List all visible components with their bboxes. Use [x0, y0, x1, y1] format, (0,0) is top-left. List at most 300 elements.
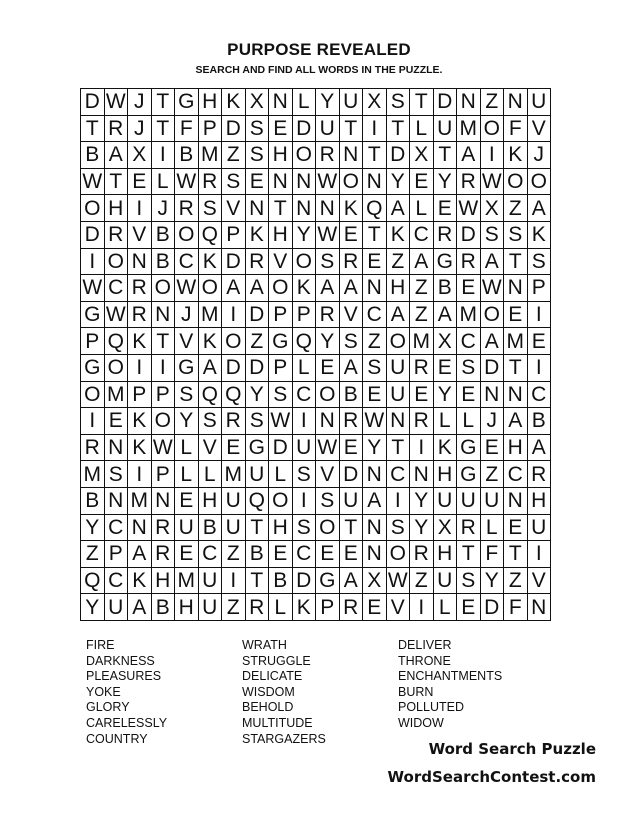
grid-cell[interactable]: J	[128, 89, 152, 116]
grid-cell[interactable]: A	[128, 594, 152, 621]
grid-cell[interactable]: R	[457, 249, 481, 276]
grid-cell[interactable]: U	[434, 116, 458, 143]
grid-cell[interactable]: L	[410, 195, 434, 222]
grid-cell[interactable]: L	[199, 461, 223, 488]
grid-cell[interactable]: Y	[434, 169, 458, 196]
grid-cell[interactable]: R	[457, 515, 481, 542]
grid-cell[interactable]: O	[504, 169, 528, 196]
grid-cell[interactable]: L	[457, 408, 481, 435]
grid-cell[interactable]: P	[293, 302, 317, 329]
grid-cell[interactable]: L	[175, 461, 199, 488]
grid-cell[interactable]: K	[293, 594, 317, 621]
grid-cell[interactable]: C	[175, 249, 199, 276]
grid-cell[interactable]: N	[316, 195, 340, 222]
grid-cell[interactable]: B	[434, 275, 458, 302]
grid-cell[interactable]: X	[434, 328, 458, 355]
grid-cell[interactable]: N	[128, 515, 152, 542]
grid-cell[interactable]: K	[504, 142, 528, 169]
grid-cell[interactable]: Y	[387, 169, 411, 196]
grid-cell[interactable]: N	[363, 515, 387, 542]
grid-cell[interactable]: I	[81, 249, 105, 276]
grid-cell[interactable]: Q	[246, 488, 270, 515]
grid-cell[interactable]: E	[175, 488, 199, 515]
grid-cell[interactable]: U	[434, 488, 458, 515]
grid-cell[interactable]: P	[152, 382, 176, 409]
grid-cell[interactable]: A	[222, 275, 246, 302]
grid-cell[interactable]: A	[528, 435, 552, 462]
grid-cell[interactable]: I	[81, 408, 105, 435]
grid-cell[interactable]: V	[128, 222, 152, 249]
grid-cell[interactable]: D	[457, 222, 481, 249]
grid-cell[interactable]: P	[105, 541, 129, 568]
grid-cell[interactable]: R	[105, 222, 129, 249]
grid-cell[interactable]: O	[269, 275, 293, 302]
grid-cell[interactable]: E	[457, 382, 481, 409]
grid-cell[interactable]: R	[128, 275, 152, 302]
grid-cell[interactable]: U	[387, 382, 411, 409]
grid-cell[interactable]: N	[481, 382, 505, 409]
grid-cell[interactable]: H	[105, 195, 129, 222]
grid-cell[interactable]: B	[340, 382, 364, 409]
grid-cell[interactable]: D	[434, 89, 458, 116]
grid-cell[interactable]: U	[199, 568, 223, 595]
grid-cell[interactable]: R	[246, 594, 270, 621]
grid-cell[interactable]: S	[481, 222, 505, 249]
grid-cell[interactable]: T	[340, 116, 364, 143]
grid-cell[interactable]: K	[387, 222, 411, 249]
grid-cell[interactable]: Q	[363, 195, 387, 222]
grid-cell[interactable]: W	[481, 275, 505, 302]
grid-cell[interactable]: X	[481, 195, 505, 222]
grid-cell[interactable]: K	[128, 568, 152, 595]
grid-cell[interactable]: D	[340, 461, 364, 488]
grid-cell[interactable]: Z	[410, 568, 434, 595]
grid-cell[interactable]: N	[152, 488, 176, 515]
grid-cell[interactable]: W	[481, 169, 505, 196]
grid-cell[interactable]: V	[222, 195, 246, 222]
grid-cell[interactable]: V	[269, 249, 293, 276]
grid-cell[interactable]: N	[316, 408, 340, 435]
grid-cell[interactable]: X	[363, 568, 387, 595]
grid-cell[interactable]: C	[105, 275, 129, 302]
grid-cell[interactable]: E	[363, 382, 387, 409]
grid-cell[interactable]: M	[410, 328, 434, 355]
grid-cell[interactable]: E	[457, 275, 481, 302]
grid-cell[interactable]: O	[105, 355, 129, 382]
grid-cell[interactable]: M	[128, 488, 152, 515]
grid-cell[interactable]: C	[387, 461, 411, 488]
grid-cell[interactable]: I	[152, 355, 176, 382]
grid-cell[interactable]: S	[222, 169, 246, 196]
grid-cell[interactable]: C	[410, 222, 434, 249]
grid-cell[interactable]: I	[222, 302, 246, 329]
grid-cell[interactable]: Y	[410, 515, 434, 542]
grid-cell[interactable]: H	[175, 594, 199, 621]
grid-cell[interactable]: A	[387, 302, 411, 329]
grid-cell[interactable]: H	[434, 541, 458, 568]
grid-cell[interactable]: V	[387, 594, 411, 621]
grid-cell[interactable]: O	[152, 275, 176, 302]
grid-cell[interactable]: N	[246, 195, 270, 222]
grid-cell[interactable]: P	[81, 328, 105, 355]
grid-cell[interactable]: J	[175, 302, 199, 329]
grid-cell[interactable]: V	[199, 435, 223, 462]
grid-cell[interactable]: L	[175, 435, 199, 462]
grid-cell[interactable]: G	[81, 302, 105, 329]
grid-cell[interactable]: V	[528, 116, 552, 143]
grid-cell[interactable]: U	[246, 461, 270, 488]
grid-cell[interactable]: U	[340, 488, 364, 515]
grid-cell[interactable]: X	[410, 142, 434, 169]
grid-cell[interactable]: S	[293, 515, 317, 542]
grid-cell[interactable]: W	[105, 302, 129, 329]
grid-cell[interactable]: H	[269, 515, 293, 542]
grid-cell[interactable]: S	[316, 249, 340, 276]
grid-cell[interactable]: O	[81, 195, 105, 222]
grid-cell[interactable]: L	[481, 515, 505, 542]
grid-cell[interactable]: D	[481, 355, 505, 382]
grid-cell[interactable]: R	[316, 142, 340, 169]
grid-cell[interactable]: E	[528, 328, 552, 355]
grid-cell[interactable]: Z	[246, 328, 270, 355]
grid-cell[interactable]: O	[175, 222, 199, 249]
grid-cell[interactable]: R	[340, 594, 364, 621]
grid-cell[interactable]: S	[316, 488, 340, 515]
grid-cell[interactable]: I	[363, 116, 387, 143]
grid-cell[interactable]: C	[199, 541, 223, 568]
grid-cell[interactable]: L	[269, 461, 293, 488]
grid-cell[interactable]: O	[81, 382, 105, 409]
grid-cell[interactable]: F	[504, 594, 528, 621]
grid-cell[interactable]: U	[222, 515, 246, 542]
grid-cell[interactable]: T	[269, 195, 293, 222]
grid-cell[interactable]: T	[363, 142, 387, 169]
grid-cell[interactable]: M	[81, 461, 105, 488]
grid-cell[interactable]: A	[316, 275, 340, 302]
grid-cell[interactable]: P	[128, 382, 152, 409]
grid-cell[interactable]: J	[528, 142, 552, 169]
grid-cell[interactable]: Z	[410, 302, 434, 329]
grid-cell[interactable]: M	[199, 302, 223, 329]
grid-cell[interactable]: B	[175, 142, 199, 169]
grid-cell[interactable]: T	[504, 541, 528, 568]
grid-cell[interactable]: W	[81, 275, 105, 302]
grid-cell[interactable]: E	[481, 435, 505, 462]
grid-cell[interactable]: Z	[410, 275, 434, 302]
grid-cell[interactable]: B	[152, 594, 176, 621]
grid-cell[interactable]: R	[340, 408, 364, 435]
grid-cell[interactable]: T	[152, 328, 176, 355]
grid-cell[interactable]: C	[293, 382, 317, 409]
grid-cell[interactable]: T	[152, 89, 176, 116]
grid-cell[interactable]: S	[387, 515, 411, 542]
grid-cell[interactable]: Y	[175, 408, 199, 435]
grid-cell[interactable]: Y	[363, 435, 387, 462]
grid-cell[interactable]: Z	[387, 249, 411, 276]
grid-cell[interactable]: C	[105, 515, 129, 542]
grid-cell[interactable]: O	[222, 328, 246, 355]
grid-cell[interactable]: K	[340, 195, 364, 222]
grid-cell[interactable]: K	[246, 222, 270, 249]
grid-cell[interactable]: S	[340, 328, 364, 355]
grid-cell[interactable]: T	[504, 249, 528, 276]
grid-cell[interactable]: O	[528, 169, 552, 196]
grid-cell[interactable]: E	[434, 355, 458, 382]
grid-cell[interactable]: Y	[481, 568, 505, 595]
grid-cell[interactable]: Z	[222, 594, 246, 621]
grid-cell[interactable]: B	[81, 488, 105, 515]
grid-cell[interactable]: S	[457, 355, 481, 382]
grid-cell[interactable]: M	[504, 328, 528, 355]
grid-cell[interactable]: M	[105, 382, 129, 409]
grid-cell[interactable]: I	[410, 435, 434, 462]
grid-cell[interactable]: U	[105, 594, 129, 621]
grid-cell[interactable]: H	[199, 488, 223, 515]
grid-cell[interactable]: N	[363, 461, 387, 488]
grid-cell[interactable]: K	[128, 408, 152, 435]
grid-cell[interactable]: F	[481, 541, 505, 568]
grid-cell[interactable]: R	[105, 116, 129, 143]
grid-cell[interactable]: R	[316, 302, 340, 329]
grid-cell[interactable]: P	[269, 302, 293, 329]
grid-cell[interactable]: E	[340, 222, 364, 249]
grid-cell[interactable]: K	[434, 435, 458, 462]
grid-cell[interactable]: T	[246, 568, 270, 595]
grid-cell[interactable]: N	[504, 382, 528, 409]
grid-cell[interactable]: R	[457, 169, 481, 196]
grid-cell[interactable]: I	[293, 488, 317, 515]
grid-cell[interactable]: I	[293, 408, 317, 435]
grid-cell[interactable]: K	[528, 222, 552, 249]
grid-cell[interactable]: U	[199, 594, 223, 621]
grid-cell[interactable]: O	[269, 488, 293, 515]
grid-cell[interactable]: A	[457, 142, 481, 169]
grid-cell[interactable]: E	[269, 541, 293, 568]
grid-cell[interactable]: W	[316, 435, 340, 462]
grid-cell[interactable]: A	[340, 355, 364, 382]
grid-cell[interactable]: W	[175, 169, 199, 196]
grid-cell[interactable]: T	[434, 142, 458, 169]
grid-cell[interactable]: V	[175, 328, 199, 355]
grid-cell[interactable]: Z	[481, 461, 505, 488]
grid-cell[interactable]: A	[363, 488, 387, 515]
grid-cell[interactable]: N	[269, 89, 293, 116]
grid-cell[interactable]: A	[340, 568, 364, 595]
grid-cell[interactable]: N	[340, 142, 364, 169]
grid-cell[interactable]: E	[222, 435, 246, 462]
grid-cell[interactable]: Q	[105, 328, 129, 355]
grid-cell[interactable]: E	[340, 435, 364, 462]
grid-cell[interactable]: S	[199, 408, 223, 435]
grid-cell[interactable]: R	[152, 541, 176, 568]
grid-cell[interactable]: T	[105, 169, 129, 196]
grid-cell[interactable]: N	[152, 302, 176, 329]
grid-cell[interactable]: N	[457, 89, 481, 116]
grid-cell[interactable]: O	[293, 142, 317, 169]
grid-cell[interactable]: U	[293, 435, 317, 462]
grid-cell[interactable]: A	[410, 249, 434, 276]
grid-cell[interactable]: U	[434, 568, 458, 595]
grid-cell[interactable]: W	[363, 408, 387, 435]
grid-cell[interactable]: X	[246, 89, 270, 116]
grid-cell[interactable]: E	[316, 541, 340, 568]
grid-cell[interactable]: L	[293, 89, 317, 116]
grid-cell[interactable]: I	[481, 142, 505, 169]
grid-cell[interactable]: Q	[199, 222, 223, 249]
grid-cell[interactable]: H	[434, 461, 458, 488]
grid-cell[interactable]: N	[363, 169, 387, 196]
grid-cell[interactable]: X	[363, 89, 387, 116]
grid-cell[interactable]: U	[222, 488, 246, 515]
grid-cell[interactable]: T	[81, 116, 105, 143]
grid-cell[interactable]: Z	[363, 328, 387, 355]
grid-cell[interactable]: L	[434, 408, 458, 435]
grid-cell[interactable]: K	[222, 89, 246, 116]
grid-cell[interactable]: E	[269, 116, 293, 143]
grid-cell[interactable]: I	[528, 355, 552, 382]
grid-cell[interactable]: R	[410, 355, 434, 382]
grid-cell[interactable]: I	[528, 541, 552, 568]
grid-cell[interactable]: N	[387, 408, 411, 435]
grid-cell[interactable]: E	[105, 408, 129, 435]
grid-cell[interactable]: Y	[246, 382, 270, 409]
grid-cell[interactable]: L	[434, 594, 458, 621]
grid-cell[interactable]: C	[504, 461, 528, 488]
grid-cell[interactable]: N	[105, 488, 129, 515]
grid-cell[interactable]: Z	[504, 568, 528, 595]
grid-cell[interactable]: J	[128, 116, 152, 143]
grid-cell[interactable]: V	[340, 302, 364, 329]
grid-cell[interactable]: J	[152, 195, 176, 222]
grid-cell[interactable]: P	[316, 594, 340, 621]
grid-cell[interactable]: Y	[410, 488, 434, 515]
grid-cell[interactable]: C	[528, 382, 552, 409]
grid-cell[interactable]: D	[222, 249, 246, 276]
grid-cell[interactable]: Q	[199, 382, 223, 409]
grid-cell[interactable]: D	[246, 302, 270, 329]
grid-cell[interactable]: K	[199, 328, 223, 355]
grid-cell[interactable]: Z	[222, 541, 246, 568]
grid-cell[interactable]: U	[175, 515, 199, 542]
grid-cell[interactable]: O	[387, 328, 411, 355]
grid-cell[interactable]: D	[293, 568, 317, 595]
grid-cell[interactable]: O	[316, 382, 340, 409]
grid-cell[interactable]: E	[434, 195, 458, 222]
grid-cell[interactable]: Q	[81, 568, 105, 595]
grid-cell[interactable]: N	[293, 195, 317, 222]
grid-cell[interactable]: N	[293, 169, 317, 196]
grid-cell[interactable]: D	[387, 142, 411, 169]
grid-cell[interactable]: A	[387, 195, 411, 222]
grid-cell[interactable]: P	[222, 222, 246, 249]
grid-cell[interactable]: X	[128, 142, 152, 169]
grid-cell[interactable]: O	[293, 249, 317, 276]
grid-cell[interactable]: E	[457, 594, 481, 621]
grid-cell[interactable]: D	[246, 355, 270, 382]
grid-cell[interactable]: E	[363, 594, 387, 621]
grid-cell[interactable]: T	[504, 355, 528, 382]
grid-cell[interactable]: S	[199, 195, 223, 222]
grid-cell[interactable]: S	[363, 355, 387, 382]
grid-cell[interactable]: R	[434, 222, 458, 249]
grid-cell[interactable]: K	[293, 275, 317, 302]
grid-cell[interactable]: N	[410, 461, 434, 488]
grid-cell[interactable]: A	[434, 302, 458, 329]
grid-cell[interactable]: N	[528, 594, 552, 621]
grid-cell[interactable]: A	[481, 328, 505, 355]
grid-cell[interactable]: U	[316, 116, 340, 143]
grid-cell[interactable]: D	[81, 89, 105, 116]
grid-cell[interactable]: O	[199, 275, 223, 302]
grid-cell[interactable]: L	[293, 355, 317, 382]
grid-cell[interactable]: P	[199, 116, 223, 143]
grid-cell[interactable]: W	[175, 275, 199, 302]
grid-cell[interactable]: Z	[504, 195, 528, 222]
grid-cell[interactable]: U	[528, 515, 552, 542]
grid-cell[interactable]: B	[246, 541, 270, 568]
grid-cell[interactable]: O	[481, 116, 505, 143]
grid-cell[interactable]: Q	[222, 382, 246, 409]
grid-cell[interactable]: A	[105, 142, 129, 169]
grid-cell[interactable]: R	[199, 169, 223, 196]
grid-cell[interactable]: E	[363, 249, 387, 276]
grid-cell[interactable]: C	[457, 328, 481, 355]
grid-cell[interactable]: T	[387, 116, 411, 143]
grid-cell[interactable]: M	[457, 302, 481, 329]
grid-cell[interactable]: R	[81, 435, 105, 462]
grid-cell[interactable]: Y	[293, 222, 317, 249]
grid-cell[interactable]: D	[222, 116, 246, 143]
grid-cell[interactable]: U	[528, 89, 552, 116]
grid-cell[interactable]: E	[504, 302, 528, 329]
grid-cell[interactable]: S	[246, 142, 270, 169]
grid-cell[interactable]: N	[504, 488, 528, 515]
grid-cell[interactable]: S	[293, 461, 317, 488]
grid-cell[interactable]: W	[316, 169, 340, 196]
grid-cell[interactable]: E	[128, 169, 152, 196]
grid-cell[interactable]: N	[269, 169, 293, 196]
grid-cell[interactable]: T	[363, 222, 387, 249]
grid-cell[interactable]: U	[481, 488, 505, 515]
grid-cell[interactable]: A	[340, 275, 364, 302]
grid-cell[interactable]: A	[504, 408, 528, 435]
grid-cell[interactable]: G	[175, 355, 199, 382]
grid-cell[interactable]: R	[410, 541, 434, 568]
grid-cell[interactable]: T	[457, 541, 481, 568]
grid-cell[interactable]: D	[293, 116, 317, 143]
grid-cell[interactable]: K	[128, 435, 152, 462]
grid-cell[interactable]: A	[199, 355, 223, 382]
grid-cell[interactable]: D	[481, 594, 505, 621]
grid-cell[interactable]: O	[340, 169, 364, 196]
grid-cell[interactable]: Z	[222, 142, 246, 169]
grid-cell[interactable]: Y	[81, 515, 105, 542]
grid-cell[interactable]: F	[175, 116, 199, 143]
grid-cell[interactable]: H	[199, 89, 223, 116]
grid-cell[interactable]: S	[105, 461, 129, 488]
grid-cell[interactable]: N	[363, 541, 387, 568]
grid-cell[interactable]: R	[340, 249, 364, 276]
grid-cell[interactable]: Z	[81, 541, 105, 568]
grid-cell[interactable]: B	[199, 515, 223, 542]
grid-cell[interactable]: Y	[81, 594, 105, 621]
grid-cell[interactable]: H	[528, 488, 552, 515]
grid-cell[interactable]: T	[340, 515, 364, 542]
grid-cell[interactable]: G	[457, 461, 481, 488]
grid-cell[interactable]: Q	[293, 328, 317, 355]
grid-cell[interactable]: B	[269, 568, 293, 595]
grid-cell[interactable]: E	[246, 169, 270, 196]
